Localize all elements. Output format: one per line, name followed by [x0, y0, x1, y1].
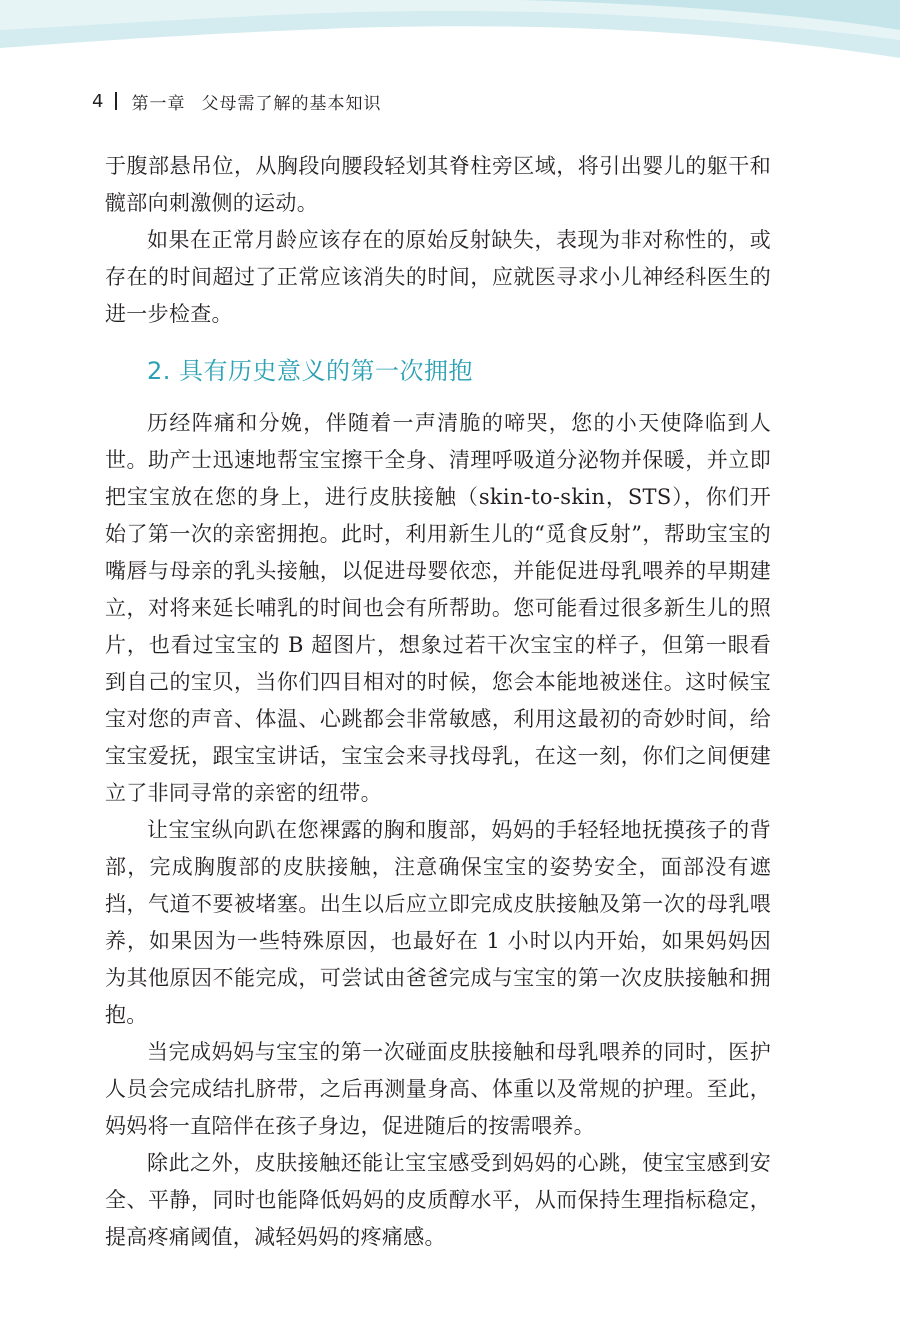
paragraph: 让宝宝纵向趴在您裸露的胸和腹部，妈妈的手轻轻地抚摸孩子的背部，完成胸腹部的皮肤接触，注意确保宝宝的姿势安全，面部没有遮挡，气道不要被堵塞。出生以后应立即完成皮肤接触及第一次的母乳喂养，如果因为一些特殊原因，也最好在 1 小时以内开始，如果妈妈因为其他原因不能完成，可尝试由爸爸完成与宝宝的第一次皮肤接触和拥抱。	[105, 818, 771, 1027]
chapter-title: 父母需了解的基本知识	[201, 93, 382, 114]
paragraph: 当完成妈妈与宝宝的第一次碰面皮肤接触和母乳喂养的同时，医护人员会完成结扎脐带，之后再测量身高、体重以及常规的护理。至此，妈妈将一直陪伴在孩子身边，促进随后的按需喂养。	[105, 1040, 771, 1138]
paragraph: 历经阵痛和分娩，伴随着一声清脆的啼哭，您的小天使降临到人世。助产士迅速地帮宝宝擦干全身、清理呼吸道分泌物并保暖，并立即把宝宝放在您的身上，进行皮肤接触（skin-to-skin，STS），你们开始了第一次的亲密拥抱。此时，利用新生儿的“觅食反射”，帮助宝宝的嘴唇与母亲的乳头接触，以促进母婴依恋，并能促进母乳喂养的早期建立，对将来延长哺乳的时间也会有所帮助。您可能看过很多新生儿的照片，也看过宝宝的 B 超图片，想象过若干次宝宝的样子，但第一眼看到自己的宝贝，当你们四目相对的时候，您会本能地被迷住。这时候宝宝对您的声音、体温、心跳都会非常敏感，利用这最初的奇妙时间，给宝宝爱抚，跟宝宝讲话，宝宝会来寻找母乳，在这一刻，你们之间便建立了非同寻常的亲密的纽带。	[105, 411, 771, 805]
page-body	[105, 148, 771, 1256]
decorative-top-band	[0, 0, 900, 80]
paragraph: 除此之外，皮肤接触还能让宝宝感受到妈妈的心跳，使宝宝感到安全、平静，同时也能降低妈妈的皮质醇水平，从而保持生理指标稳定，提高疼痛阈值，减轻妈妈的疼痛感。	[105, 1151, 771, 1249]
paragraph-continued: 于腹部悬吊位，从胸段向腰段轻划其脊柱旁区域，将引出婴儿的躯干和髋部向刺激侧的运动。	[105, 154, 771, 215]
chapter-label: 第一章	[131, 93, 186, 114]
running-header	[92, 88, 381, 114]
page-number: 4	[92, 90, 104, 112]
header-divider	[115, 92, 117, 110]
section-heading: 2. 具有历史意义的第一次拥抱	[147, 357, 474, 385]
paragraph: 如果在正常月龄应该存在的原始反射缺失，表现为非对称性的，或存在的时间超过了正常应该消失的时间，应就医寻求小儿神经科医生的进一步检查。	[105, 228, 771, 326]
